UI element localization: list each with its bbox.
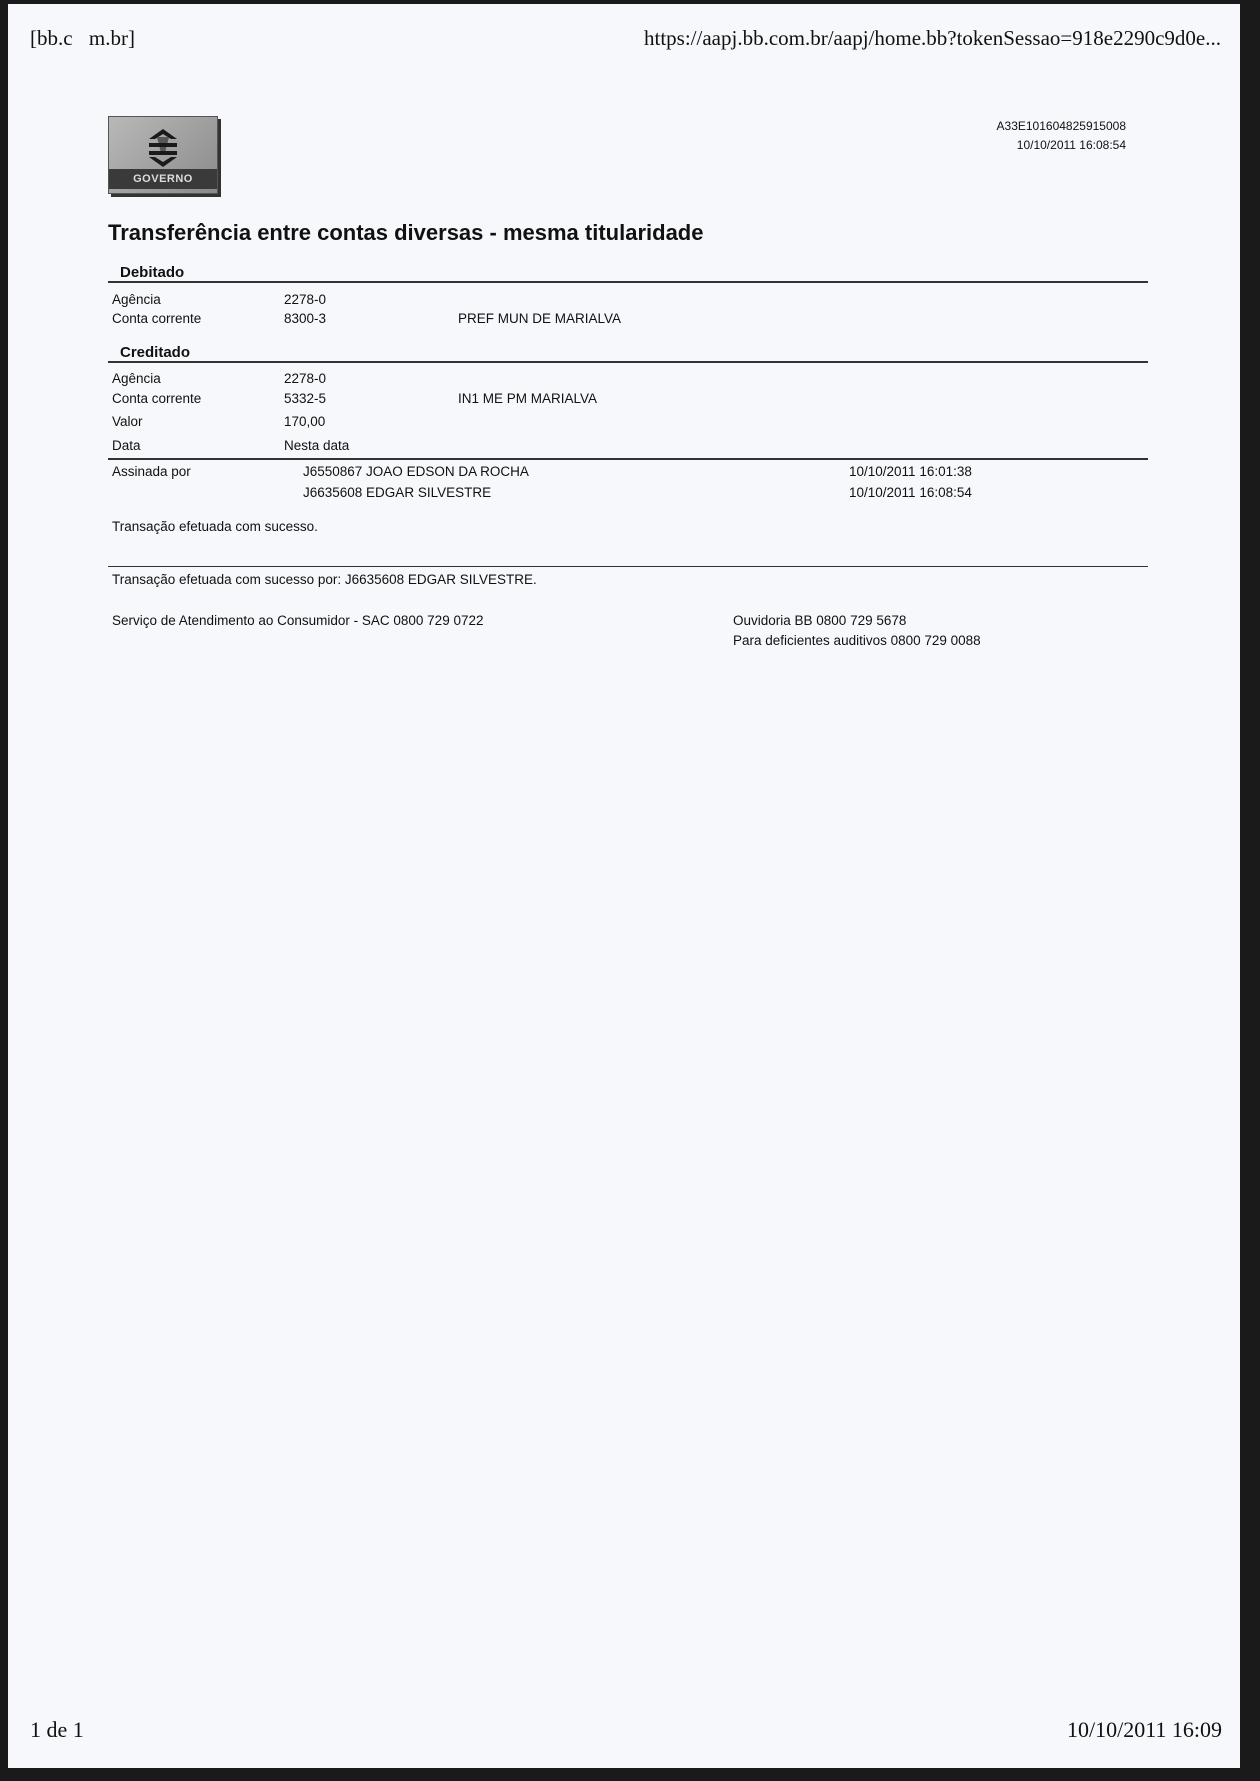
debitado-agencia: 2278-0 — [284, 292, 327, 307]
site-header: [bb.c m.br] — [30, 26, 135, 50]
deficientes-contact: Para deficientes auditivos 0800 729 0088 — [733, 633, 981, 648]
valor-label: Valor — [112, 414, 143, 429]
page-count: 1 de 1 — [30, 1717, 84, 1742]
page-title: Transferência entre contas diversas - mesma titularidade — [108, 220, 704, 245]
creditado-titular: IN1 ME PM MARIALVA — [458, 391, 598, 406]
signer-datetime-2: 10/10/2011 16:08:54 — [849, 485, 972, 500]
status-rule — [108, 566, 1148, 567]
debitado-conta: 8300-3 — [284, 311, 327, 326]
assinaturas-rule — [108, 458, 1148, 460]
debitado-conta-label: Conta corrente — [112, 311, 202, 326]
debitado-rule — [108, 281, 1148, 283]
creditado-conta-label: Conta corrente — [112, 391, 202, 406]
bank-logo-icon — [143, 127, 183, 167]
valor: 170,00 — [284, 414, 326, 429]
auth-code: A33E101604825915008 — [996, 119, 1126, 133]
status-message: Transação efetuada com sucesso. — [112, 519, 318, 534]
debitado-heading: Debitado — [120, 264, 185, 281]
creditado-conta: 5332-5 — [284, 391, 327, 406]
sac-contact: Serviço de Atendimento ao Consumidor - SAC 0800 729 0722 — [112, 613, 484, 628]
creditado-rule — [108, 361, 1148, 363]
auth-block — [997, 117, 1126, 155]
printed-page — [8, 4, 1240, 1768]
status-by-message: Transação efetuada com sucesso por: J6635608 EDGAR SILVESTRE. — [112, 572, 537, 587]
debitado-titular: PREF MUN DE MARIALVA — [458, 311, 622, 326]
signer-name-2: J6635608 EDGAR SILVESTRE — [303, 485, 492, 500]
signer-datetime-1: 10/10/2011 16:01:38 — [849, 464, 972, 479]
ouvidoria-contact: Ouvidoria BB 0800 729 5678 — [733, 613, 907, 628]
assinada-label: Assinada por — [112, 464, 191, 479]
creditado-agencia-label: Agência — [112, 371, 161, 386]
auth-datetime: 10/10/2011 16:08:54 — [1016, 138, 1126, 152]
bank-logo — [108, 116, 218, 194]
data-label: Data — [112, 438, 141, 453]
debitado-agencia-label: Agência — [112, 292, 161, 307]
creditado-heading: Creditado — [120, 344, 191, 361]
creditado-agencia: 2278-0 — [284, 371, 327, 386]
data-value: Nesta data — [284, 438, 350, 453]
signer-name-1: J6550867 JOAO EDSON DA ROCHA — [303, 464, 529, 479]
page-url: https://aapj.bb.com.br/aapj/home.bb?tokenSessao=918e2290c9d0e... — [644, 26, 1221, 50]
logo-label: GOVERNO — [109, 169, 217, 189]
print-datetime: 10/10/2011 16:09 — [1067, 1717, 1223, 1742]
